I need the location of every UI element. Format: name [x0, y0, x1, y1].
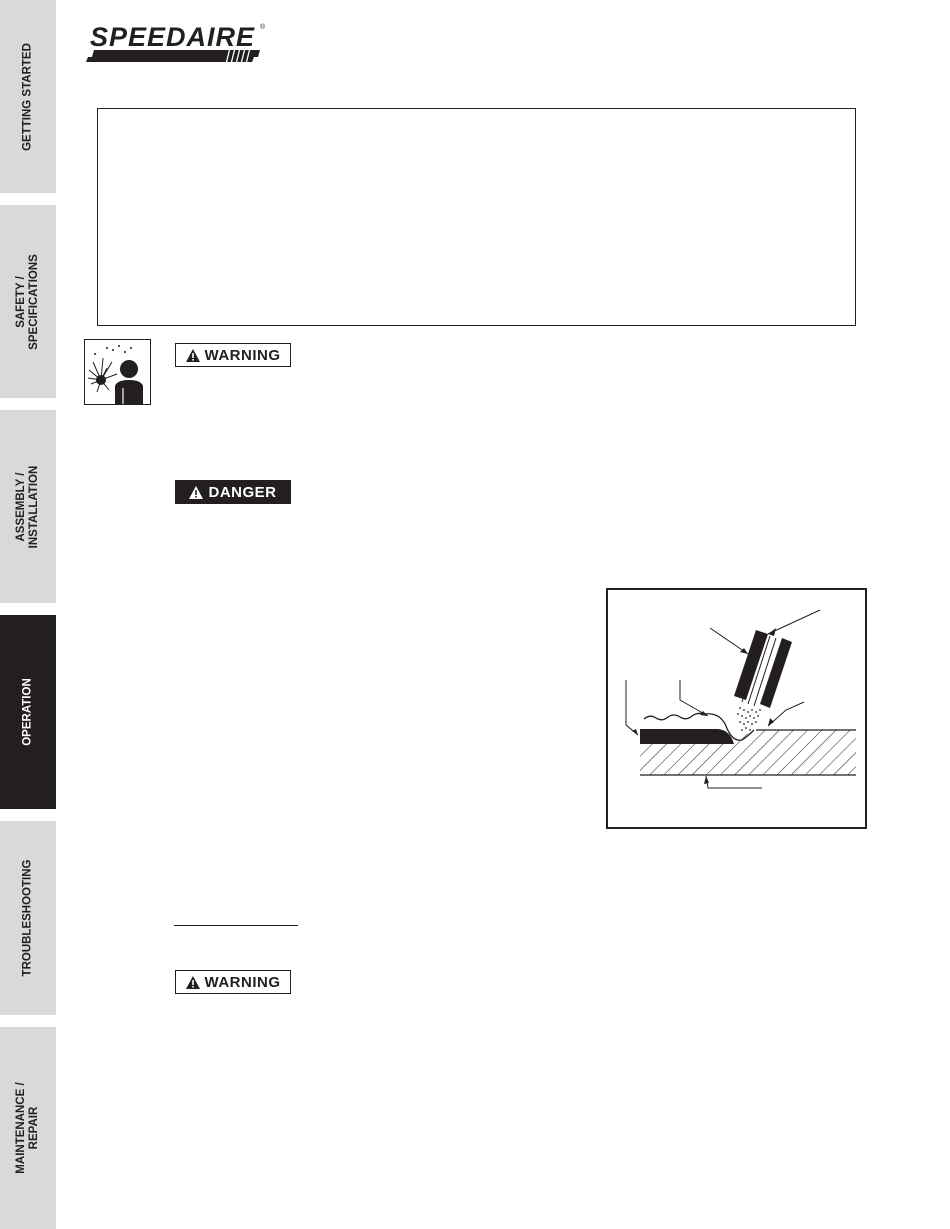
tab-label: GETTING STARTED — [21, 42, 34, 151]
tab-operation[interactable] — [0, 615, 56, 809]
tab-label: MAINTENANCE / REPAIR — [15, 1082, 40, 1174]
registered-mark: ® — [260, 24, 266, 31]
weld-bead — [640, 729, 734, 744]
signal-word: WARNING — [204, 346, 281, 364]
tab-assembly-installation[interactable] — [0, 410, 56, 603]
signal-word: WARNING — [204, 973, 281, 991]
logo-text: SPEEDAIRE — [90, 22, 256, 52]
tab-troubleshooting[interactable] — [0, 821, 56, 1015]
tab-label: ASSEMBLY / INSTALLATION — [15, 465, 40, 548]
welding-diagram — [606, 588, 867, 829]
section-divider — [174, 925, 298, 926]
tab-label: OPERATION — [21, 678, 34, 746]
warning-triangle-icon — [189, 486, 203, 499]
sparks-face-hazard-icon — [84, 339, 151, 405]
warning-triangle-icon — [186, 976, 200, 989]
warning-signal-label — [175, 970, 291, 994]
tab-getting-started[interactable] — [0, 0, 56, 193]
tab-label: SAFETY / SPECIFICATIONS — [15, 253, 40, 350]
tab-maintenance-repair[interactable] — [0, 1027, 56, 1229]
notice-box — [97, 108, 856, 326]
tab-safety-specifications[interactable] — [0, 205, 56, 398]
section-sidebar — [0, 0, 57, 1229]
signal-word: DANGER — [208, 483, 277, 501]
warning-signal-label — [175, 343, 291, 367]
warning-triangle-icon — [186, 349, 200, 362]
tab-label: TROUBLESHOOTING — [21, 859, 34, 977]
danger-signal-label — [175, 480, 291, 504]
brand-logo — [84, 24, 270, 66]
